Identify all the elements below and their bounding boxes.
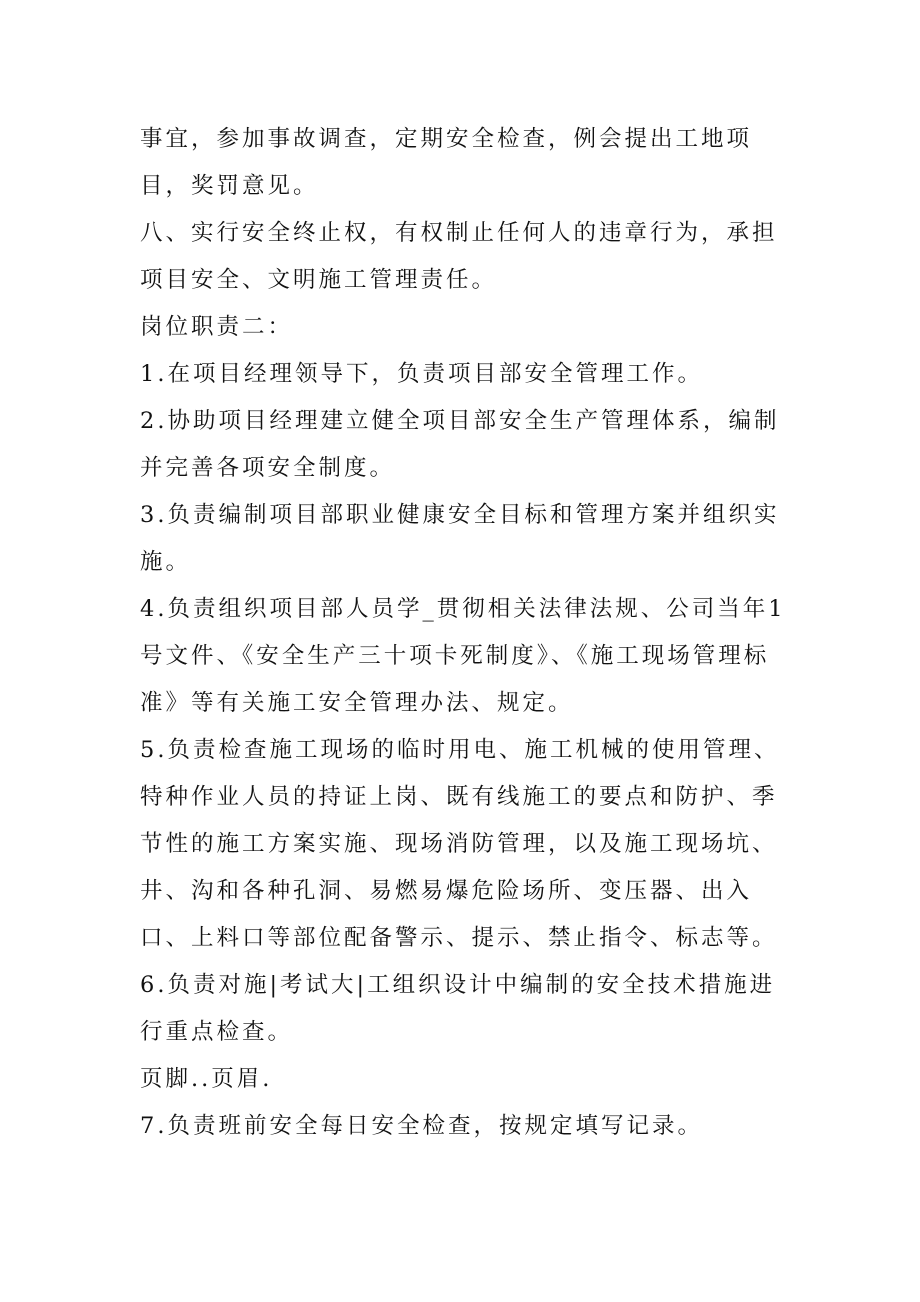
document-body — [140, 116, 790, 1150]
duty-item-4: 4.负责组织项目部人员学_贯彻相关法律法规、公司当年1号文件、《安全生产三十项卡死制度》、《施工现场管理标准》等有关施工安全管理办法、规定。 — [140, 596, 786, 716]
duty-item-5: 5.负责检查施工现场的临时用电、施工机械的使用管理、特种作业人员的持证上岗、既有线施工的要点和防护、季节性的施工方案实施、现场消防管理，以及施工现场坑、井、沟和各种孔洞、易燃易爆危险场所、变压器、出入口、上料口等部位配备警示、提示、禁止指令、标志等。 — [140, 737, 780, 951]
duty-item-7: 7.负责班前安全每日安全检查，按规定填写记录。 — [140, 1113, 703, 1139]
section-heading: 岗位职责二： — [140, 314, 294, 340]
duty-item-6: 6.负责对施|考试大|工组织设计中编制的安全技术措施进行重点检查。 — [140, 972, 776, 1045]
footer-header-note: 页脚..页眉. — [140, 1066, 273, 1092]
paragraph-1: 事宜，参加事故调查，定期安全检查，例会提出工地项目，奖罚意见。 — [140, 126, 753, 199]
duty-item-3: 3.负责编制项目部职业健康安全目标和管理方案并组织实施。 — [140, 502, 780, 575]
paragraph-2: 八、实行安全终止权，有权制止任何人的违章行为，承担项目安全、文明施工管理责任。 — [140, 220, 778, 293]
duty-item-1: 1.在项目经理领导下，负责项目部安全管理工作。 — [140, 361, 703, 387]
duty-item-2: 2.协助项目经理建立健全项目部安全生产管理体系，编制并完善各项安全制度。 — [140, 408, 780, 481]
